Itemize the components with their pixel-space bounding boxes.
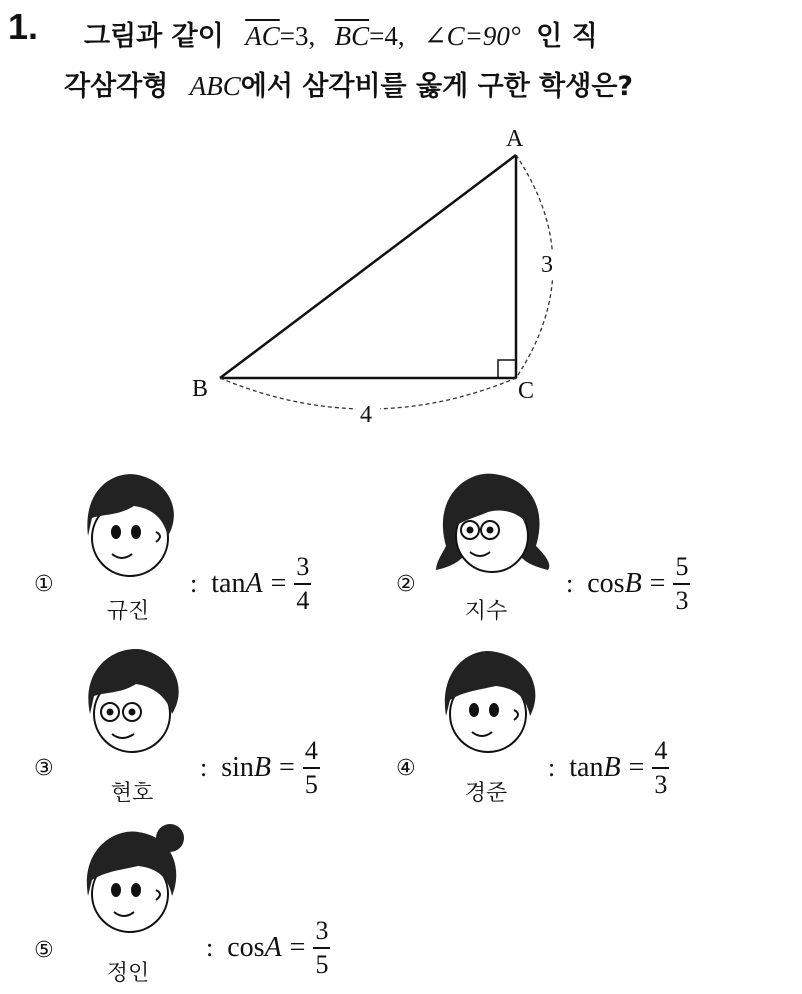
numerator-5: 3 — [313, 918, 330, 949]
side-bc-length: 4 — [360, 402, 372, 428]
choice-formula-5: : cos A = $\frac{3}{5}$ — [206, 916, 329, 979]
right-angle-mark — [498, 360, 516, 378]
trig-var-4: B — [603, 752, 621, 783]
question-line2-prefix: 각삼각형 — [64, 71, 169, 102]
student-name-1: 규진 — [106, 599, 150, 624]
question-suffix: 인 직 — [536, 21, 598, 52]
denominator-2: 3 — [675, 586, 689, 615]
label-c: C — [518, 378, 535, 404]
fraction-5 — [313, 918, 330, 978]
student-avatar-gyeongjun — [434, 644, 544, 756]
label-a: A — [506, 126, 524, 152]
angle-c: ∠C=90° — [424, 21, 521, 51]
trig-func-4: tan — [569, 752, 604, 783]
student-name-2: 지수 — [464, 599, 508, 624]
side-ab — [220, 155, 516, 378]
numerator-3: 4 — [303, 738, 320, 769]
student-name-3: 현호 — [110, 781, 154, 806]
student-name-5: 정인 — [106, 961, 150, 986]
side-ac-length: 3 — [541, 252, 553, 278]
trig-var-1: A — [245, 568, 263, 599]
student-name-4: 경준 — [464, 781, 508, 806]
denominator-4: 3 — [654, 770, 668, 799]
choice-marker-3: ③ — [34, 756, 54, 781]
numerator-2: 5 — [673, 554, 690, 585]
choice-marker-2: ② — [396, 572, 416, 597]
question-number: 1. — [8, 6, 39, 47]
label-b: B — [192, 376, 209, 402]
trig-func-1: tan — [211, 568, 246, 599]
choice-formula-1: : tan A = $\frac{3}{4}$ — [190, 552, 310, 615]
student-avatar-hyeonho — [78, 640, 188, 756]
student-avatar-jisu — [432, 466, 556, 578]
denominator-5: 5 — [315, 950, 329, 979]
trig-func-3: sin — [221, 752, 254, 783]
fraction-1 — [294, 554, 311, 614]
question-line2-suffix: 에서 삼각비를 옳게 구한 학생은? — [240, 71, 634, 102]
trig-var-2: B — [624, 568, 642, 599]
choice-formula-2: : cos B = $\frac{5}{3}$ — [566, 552, 689, 615]
bc-value: =4, — [369, 21, 405, 51]
fraction-2 — [673, 554, 690, 614]
denominator-1: 4 — [296, 586, 310, 615]
segment-ac: $\overline{AC}$ — [245, 21, 280, 51]
fraction-3 — [303, 738, 320, 798]
trig-func-5: cos — [227, 932, 265, 963]
choice-formula-3: : sin B = $\frac{4}{5}$ — [200, 736, 318, 799]
student-avatar-jeongin — [76, 820, 196, 936]
triangle-diagram — [0, 0, 802, 460]
choice-formula-4: : tan B = $\frac{4}{3}$ — [548, 736, 668, 799]
question-prefix: 그림과 같이 — [84, 21, 224, 52]
segment-bc: $\overline{BC}$ — [334, 21, 370, 51]
numerator-4: 4 — [652, 738, 669, 769]
choice-marker-5: ⑤ — [34, 938, 54, 963]
ac-value: =3, — [279, 21, 316, 51]
student-avatar-gyujin — [78, 466, 182, 578]
fraction-4 — [652, 738, 669, 798]
trig-func-2: cos — [587, 568, 625, 599]
choice-marker-4: ④ — [396, 756, 416, 781]
triangle-abc: ABC — [189, 71, 241, 101]
choice-marker-1: ① — [34, 572, 54, 597]
denominator-3: 5 — [304, 770, 318, 799]
trig-var-5: A — [264, 932, 282, 963]
trig-var-3: B — [253, 752, 272, 783]
numerator-1: 3 — [294, 554, 311, 585]
